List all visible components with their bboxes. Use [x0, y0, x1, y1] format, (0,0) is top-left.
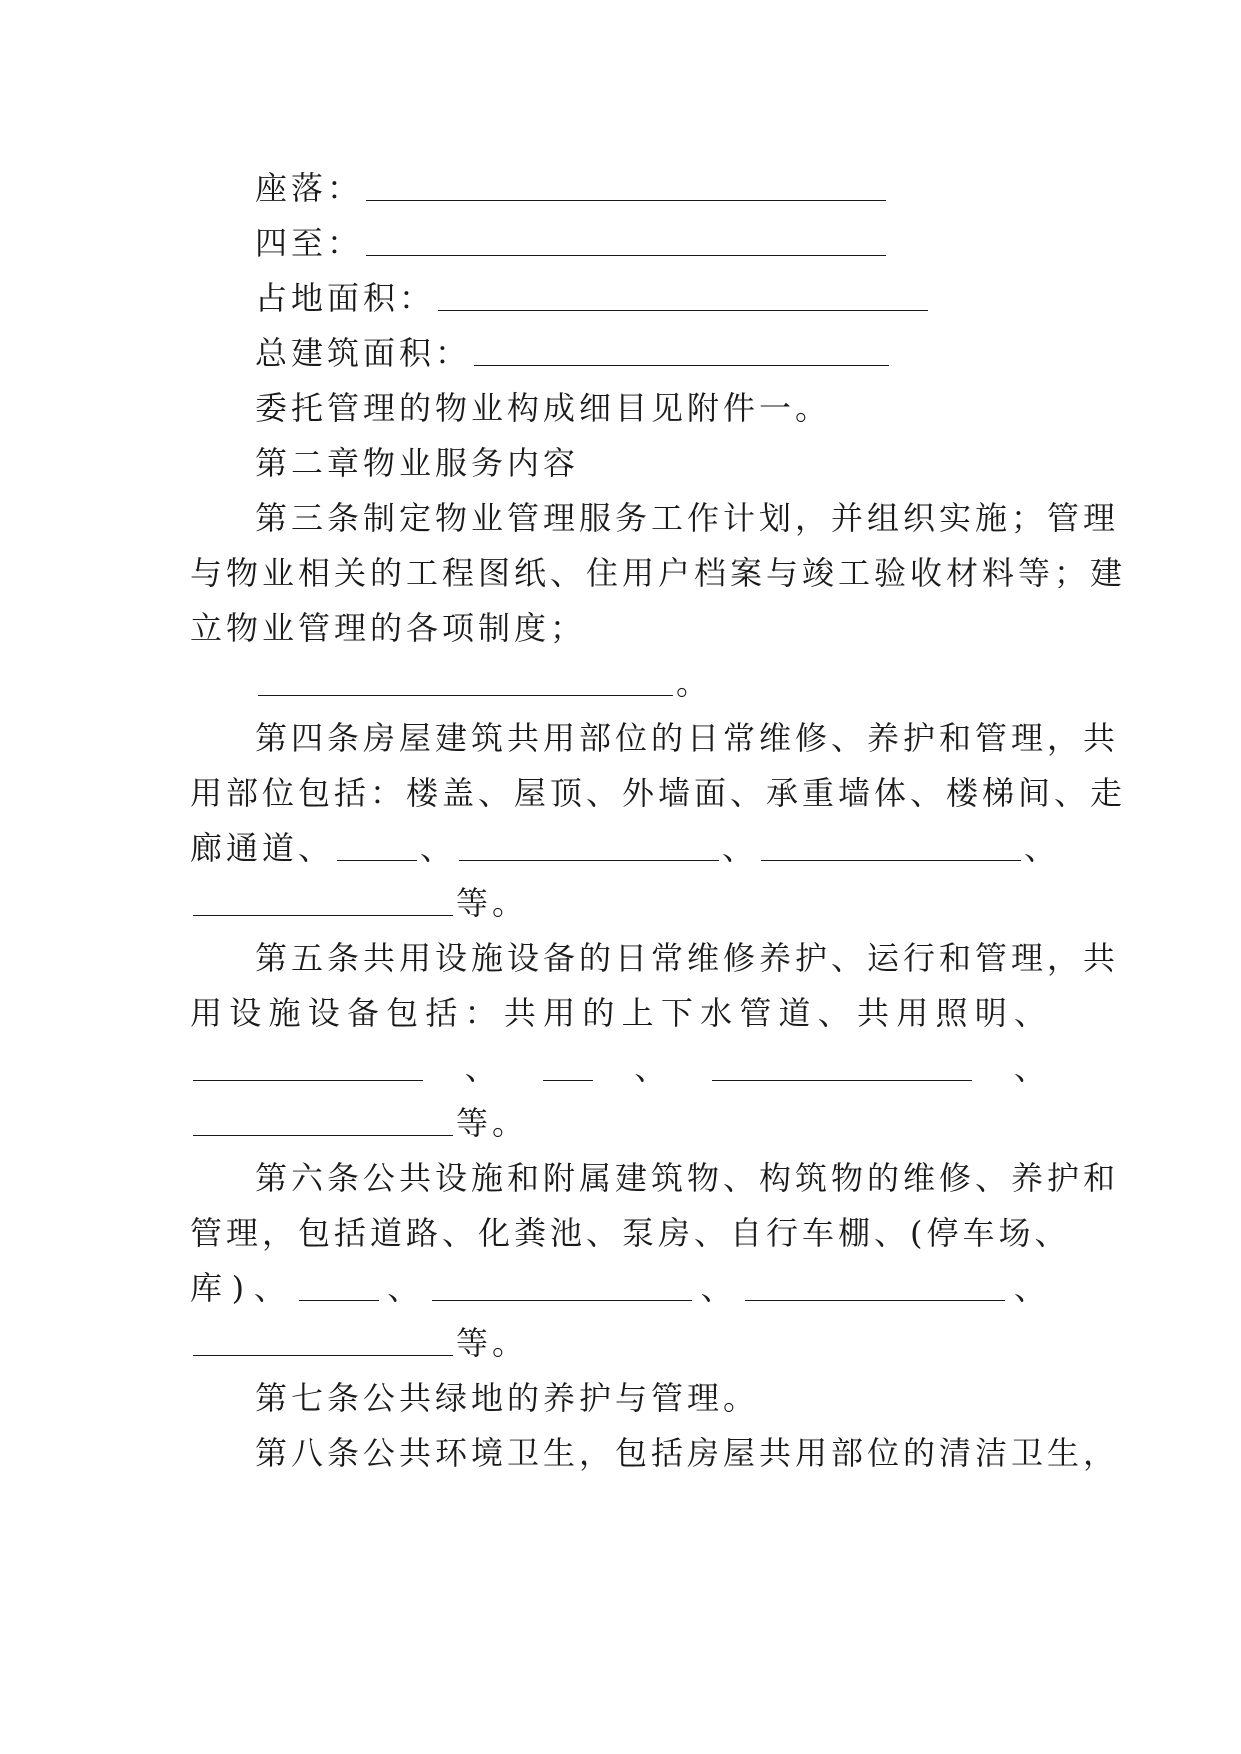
separator: 、	[975, 1049, 1050, 1087]
field-location	[255, 168, 1115, 208]
article-6-line-3	[190, 1268, 1050, 1308]
blank-line	[337, 834, 417, 861]
separator: 、	[248, 1269, 296, 1307]
field-land-area	[255, 278, 1115, 318]
separator: 、	[595, 1049, 710, 1087]
blank-line	[193, 1329, 453, 1356]
separator: 、	[381, 1269, 429, 1307]
field-boundaries-label: 四至：	[255, 224, 364, 262]
blank-line	[474, 339, 889, 366]
separator: 、	[722, 829, 759, 867]
article-3-blank-line	[255, 663, 1115, 703]
article-4-line-4	[190, 883, 1050, 923]
article-4-line-3	[190, 828, 1061, 868]
blank-line	[366, 174, 886, 201]
etc-text: 等。	[456, 1104, 529, 1142]
field-building-area-label: 总建筑面积：	[255, 334, 472, 372]
separator: 、	[426, 1049, 540, 1087]
etc-text: 等。	[456, 884, 529, 922]
blank-line	[745, 1274, 1005, 1301]
separator: 、	[420, 829, 457, 867]
blank-line	[432, 1274, 692, 1301]
article-5-line-3	[190, 1048, 1050, 1088]
field-land-area-label: 占地面积：	[255, 279, 436, 317]
article-6-line-4	[190, 1323, 1050, 1363]
article-5-line-2	[190, 993, 1050, 1033]
article-3-line-1: 第三条制定物业管理服务工作计划，并组织实施；管理	[255, 499, 1120, 537]
separator: 、	[298, 829, 335, 867]
chapter-heading: 第二章物业服务内容	[255, 444, 580, 482]
blank-line	[761, 834, 1021, 861]
blank-line	[193, 1109, 453, 1136]
article-6-line-2: 管理，包括道路、化粪池、泵房、自行车棚、(停车场、	[190, 1214, 1071, 1252]
text-segment: 用设施设备包括：共用的上下水管道、共用照明、	[190, 994, 1050, 1032]
blank-line	[712, 1054, 972, 1081]
field-building-area	[255, 333, 1115, 373]
blank-line	[366, 229, 886, 256]
article-5-line-1: 第五条共用设施设备的日常维修养护、运行和管理，共	[255, 939, 1120, 977]
separator: 、	[1008, 1269, 1050, 1307]
blank-line	[438, 284, 928, 311]
separator: 、	[1024, 829, 1061, 867]
field-boundaries	[255, 223, 1115, 263]
blank-line	[193, 889, 453, 916]
etc-text: 等。	[456, 1324, 529, 1362]
blank-line	[258, 669, 673, 696]
blank-line	[459, 834, 719, 861]
annex-note: 委托管理的物业构成细目见附件一。	[255, 389, 832, 427]
article-8-line-1: 第八条公共环境卫生，包括房屋共用部位的清洁卫生，	[255, 1434, 1120, 1472]
blank-line	[193, 1054, 423, 1081]
blank-line	[543, 1054, 593, 1081]
text-segment: 库)	[190, 1269, 249, 1307]
article-7-line-1: 第七条公共绿地的养护与管理。	[255, 1379, 760, 1417]
text-segment: 廊通道	[190, 829, 299, 867]
article-3-line-3: 立物业管理的各项制度；	[190, 609, 587, 647]
article-3-line-2: 与物业相关的工程图纸、住用户档案与竣工验收材料等；建	[190, 554, 1127, 592]
separator: 、	[694, 1269, 743, 1307]
article-4-line-2: 用部位包括：楼盖、屋顶、外墙面、承重墙体、楼梯间、走	[190, 774, 1127, 812]
field-location-label: 座落：	[255, 169, 364, 207]
blank-line	[299, 1274, 379, 1301]
period: 。	[676, 664, 713, 702]
article-4-line-1: 第四条房屋建筑共用部位的日常维修、养护和管理，共	[255, 719, 1120, 757]
article-6-line-1: 第六条公共设施和附属建筑物、构筑物的维修、养护和	[255, 1159, 1120, 1197]
article-5-line-4	[190, 1103, 1050, 1143]
